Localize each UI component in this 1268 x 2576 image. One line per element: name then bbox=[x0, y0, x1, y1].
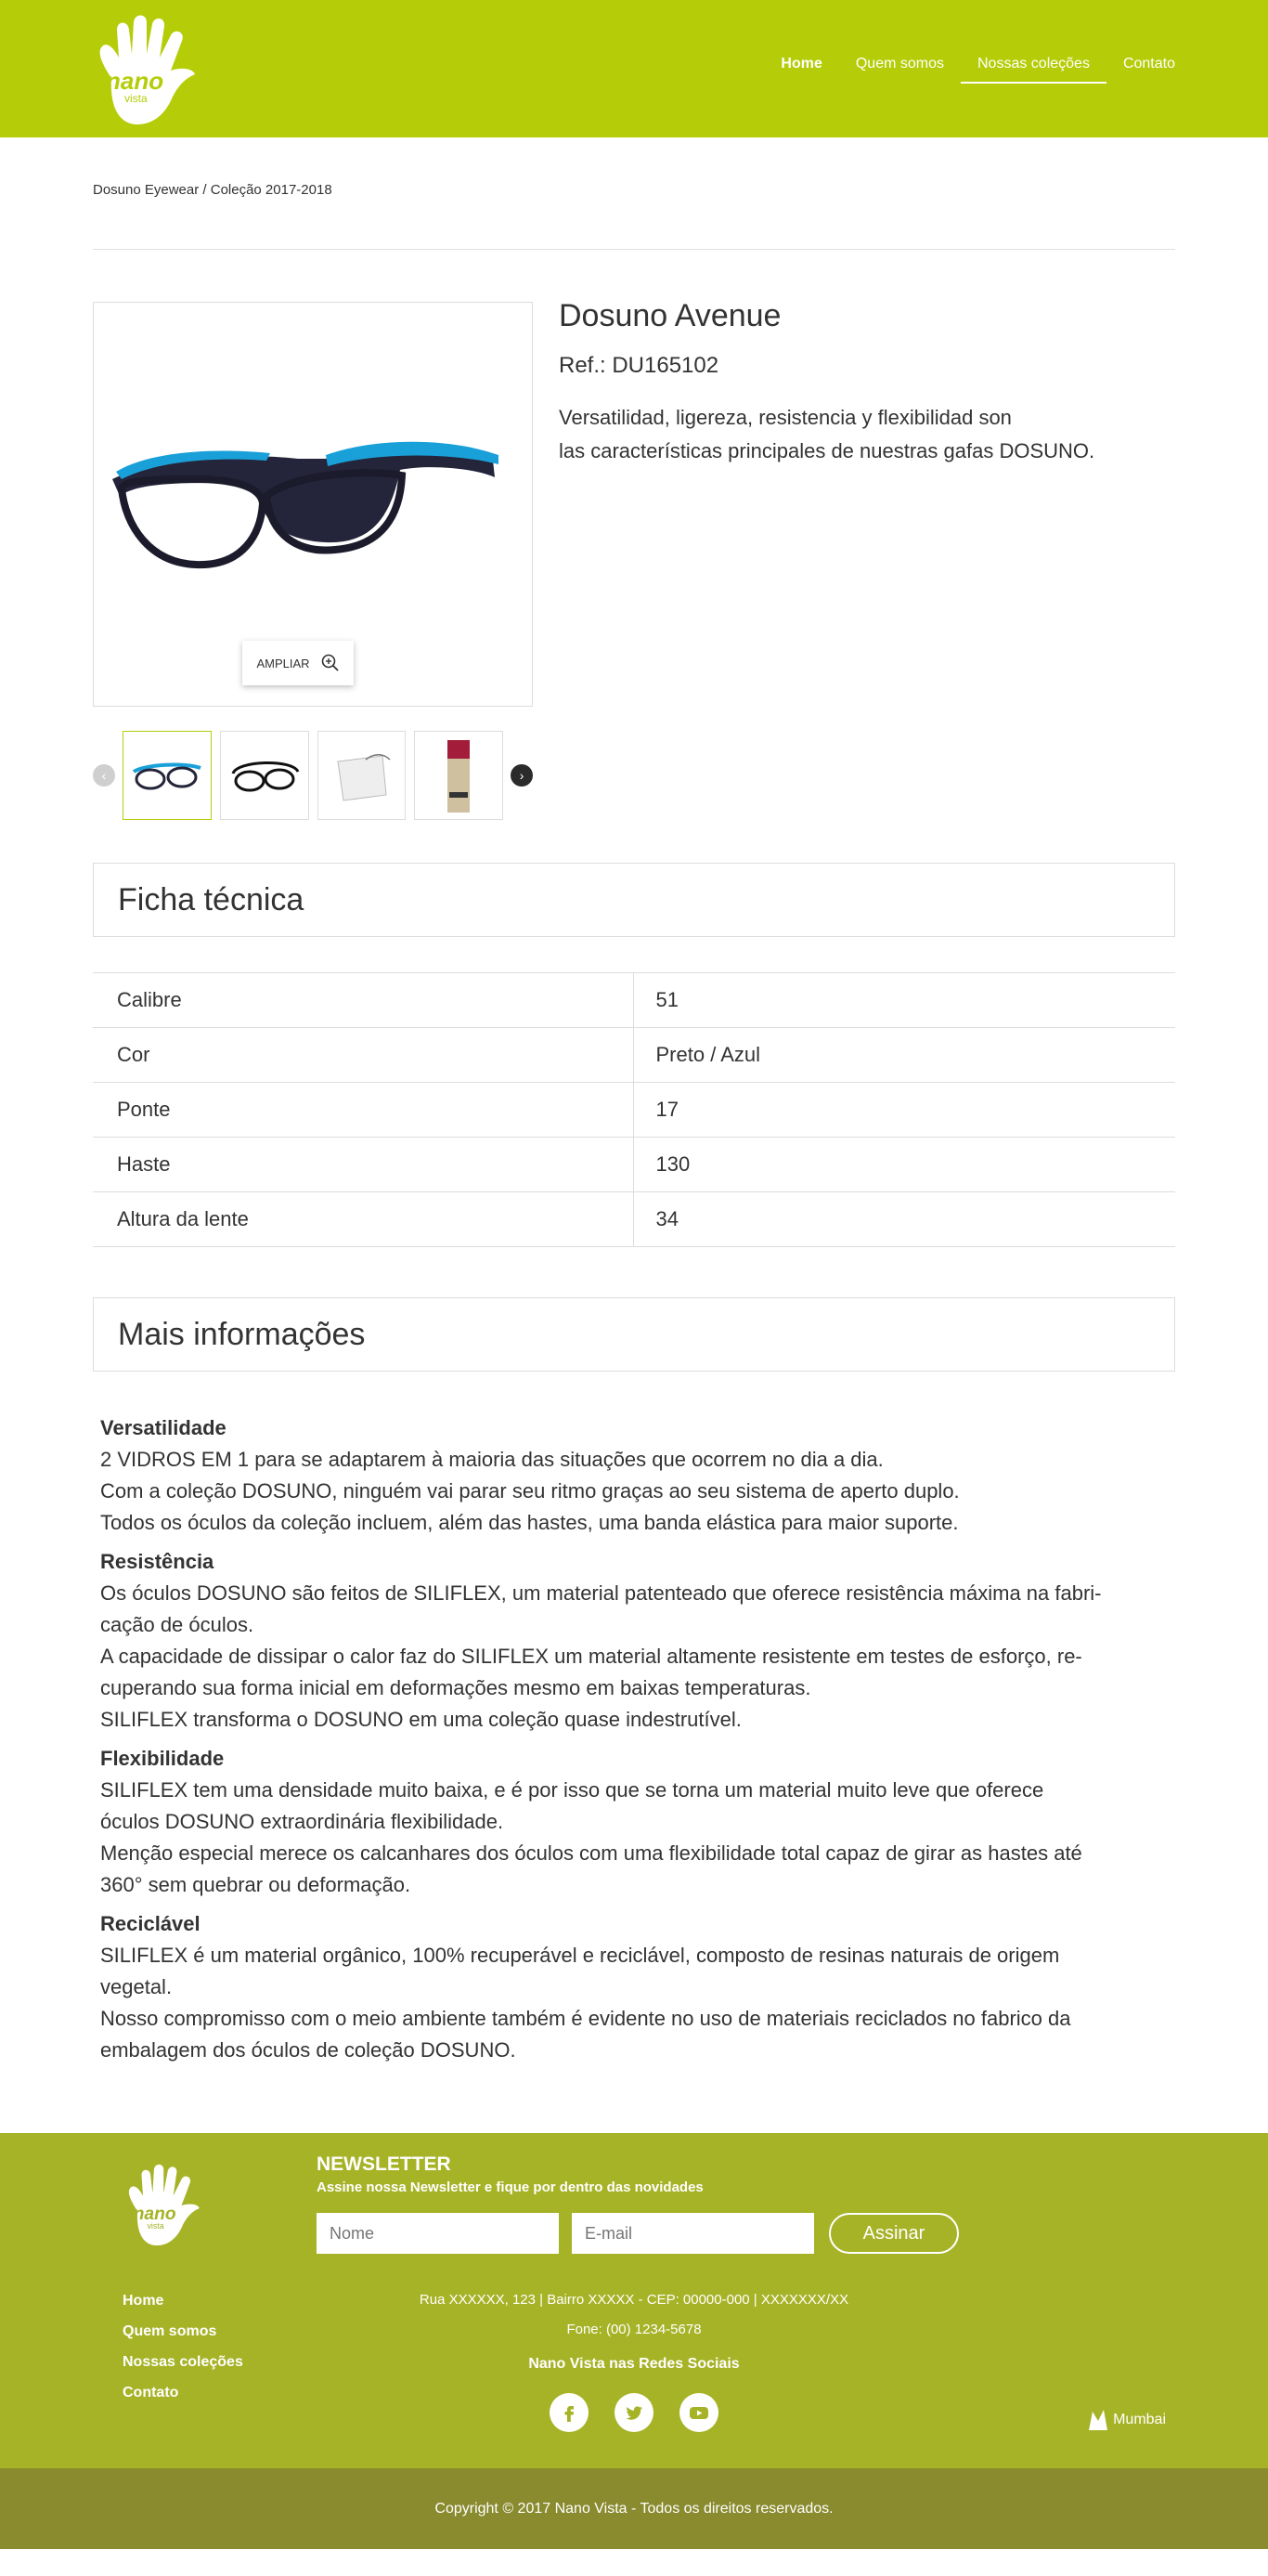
text-line: cuperando sua forma inicial em deformações mesmo em baixas temperaturas. bbox=[100, 1676, 811, 1699]
footer-address-block bbox=[0, 2285, 1268, 2345]
newsletter-subtitle: Assine nossa Newsletter e fique por dentro das novidades bbox=[317, 2179, 704, 2195]
thumbnail-carousel bbox=[93, 731, 533, 820]
text-line: Com a coleção DOSUNO, ninguém vai parar seu ritmo graças ao seu sistema de aperto duplo. bbox=[100, 1479, 960, 1503]
logo-subtext: vista bbox=[124, 92, 148, 105]
table-row bbox=[93, 973, 1175, 1028]
footer-phone: Fone: (00) 1234-5678 bbox=[566, 2322, 702, 2337]
nav-nossas-colecoes[interactable]: Nossas coleções bbox=[961, 56, 1106, 84]
main-content bbox=[93, 137, 1175, 2066]
spec-label: Altura da lente bbox=[93, 1192, 633, 1247]
glasses-image bbox=[94, 386, 534, 665]
more-info-header: Mais informações bbox=[93, 1297, 1175, 1372]
footer-logo-text: nano bbox=[133, 2204, 176, 2224]
footer-link-home[interactable]: Home bbox=[123, 2293, 164, 2309]
text-line: SILIFLEX tem uma densidade muito baixa, e é por isso que se torna um material muito leve que oferece bbox=[100, 1778, 1044, 1802]
carousel-next-icon[interactable]: › bbox=[511, 764, 533, 787]
product-title: Dosuno Avenue bbox=[559, 298, 782, 333]
spec-value: 17 bbox=[633, 1083, 1175, 1138]
thumbnail-2[interactable] bbox=[220, 731, 309, 820]
social-title: Nano Vista nas Redes Sociais bbox=[528, 2356, 740, 2372]
text-line: SILIFLEX é um material orgânico, 100% recuperável e reciclável, composto de resinas naturais de origem bbox=[100, 1944, 1060, 1967]
nav-contato[interactable]: Contato bbox=[1122, 56, 1175, 72]
footer-link-quem-somos[interactable]: Quem somos bbox=[123, 2323, 217, 2339]
text-line: Menção especial merece os calcanhares dos óculos com uma flexibilidade total capaz de girar as hastes até bbox=[100, 1841, 1082, 1865]
thumb-box bbox=[440, 736, 477, 814]
newsletter-form bbox=[317, 2213, 959, 2254]
section-heading: Flexibilidade bbox=[100, 1747, 225, 1770]
spec-label: Ponte bbox=[93, 1083, 633, 1138]
carousel-prev-icon[interactable]: ‹ bbox=[93, 764, 115, 787]
thumbnail-1[interactable] bbox=[123, 731, 212, 820]
twitter-icon[interactable] bbox=[615, 2393, 653, 2432]
site-footer bbox=[0, 2133, 1268, 2468]
table-row bbox=[93, 1138, 1175, 1192]
email-input[interactable] bbox=[572, 2213, 814, 2254]
spec-label: Calibre bbox=[93, 973, 633, 1028]
product-gallery bbox=[93, 302, 533, 863]
product-description bbox=[559, 401, 1153, 468]
table-row bbox=[93, 1083, 1175, 1138]
text-line: A capacidade de dissipar o calor faz do SILIFLEX um material altamente resistente em testes de esforço, re- bbox=[100, 1645, 1082, 1668]
section-heading: Resistência bbox=[100, 1550, 214, 1573]
table-row bbox=[93, 1028, 1175, 1083]
newsletter-block bbox=[317, 2153, 704, 2195]
footer-logo[interactable] bbox=[123, 2163, 206, 2248]
breadcrumb[interactable]: Dosuno Eyewear / Coleção 2017-2018 bbox=[93, 182, 332, 198]
nano-vista-logo[interactable] bbox=[93, 13, 202, 128]
footer-link-contato[interactable]: Contato bbox=[123, 2385, 179, 2400]
text-line: Todos os óculos da coleção incluem, além das hastes, uma banda elástica para maior suporte. bbox=[100, 1511, 959, 1534]
spec-value: Preto / Azul bbox=[633, 1028, 1175, 1083]
subscribe-button[interactable]: Assinar bbox=[829, 2213, 959, 2254]
logo-text: nano bbox=[106, 67, 164, 95]
spec-value: 130 bbox=[633, 1138, 1175, 1192]
spec-label: Cor bbox=[93, 1028, 633, 1083]
text-line: embalagem dos óculos de coleção DOSUNO. bbox=[100, 2038, 516, 2062]
text-line: 2 VIDROS EM 1 para se adaptarem à maioria das situações que ocorrem no dia a dia. bbox=[100, 1448, 884, 1471]
name-input[interactable] bbox=[317, 2213, 559, 2254]
spec-label: Haste bbox=[93, 1138, 633, 1192]
product-section bbox=[93, 250, 1175, 863]
site-header bbox=[0, 0, 1268, 137]
mumbai-logo-icon bbox=[1087, 2408, 1109, 2432]
zoom-label: AMPLIAR bbox=[256, 656, 310, 670]
section-heading: Versatilidade bbox=[100, 1416, 226, 1439]
text-line: óculos DOSUNO extraordinária flexibilidade. bbox=[100, 1810, 504, 1833]
agency-credit[interactable] bbox=[1087, 2408, 1166, 2432]
facebook-icon[interactable] bbox=[550, 2393, 589, 2432]
text-line: vegetal. bbox=[100, 1975, 173, 1998]
newsletter-title: NEWSLETTER bbox=[317, 2153, 451, 2175]
thumbnail-3[interactable] bbox=[317, 731, 407, 820]
footer-logo-subtext: vista bbox=[147, 2221, 164, 2231]
tech-sheet-table bbox=[93, 972, 1175, 1247]
zoom-in-icon bbox=[321, 654, 340, 672]
social-icons bbox=[0, 2393, 1268, 2432]
table-row bbox=[93, 1192, 1175, 1247]
footer-address: Rua XXXXXX, 123 | Bairro XXXXX - CEP: 00000-000 | XXXXXXX/XX bbox=[419, 2292, 849, 2308]
tech-sheet-header: Ficha técnica bbox=[93, 863, 1175, 937]
spec-value: 51 bbox=[633, 973, 1175, 1028]
thumb-glasses-band bbox=[227, 755, 302, 796]
copyright-bar: Copyright © 2017 Nano Vista - Todos os direitos reservados. bbox=[0, 2468, 1268, 2549]
youtube-icon[interactable] bbox=[679, 2393, 718, 2432]
more-info-body bbox=[93, 1372, 1175, 2066]
description-line-1: Versatilidad, ligereza, resistencia y flexibilidad son bbox=[559, 406, 1012, 429]
thumbnail-4[interactable] bbox=[414, 731, 503, 820]
nav-home[interactable]: Home bbox=[781, 56, 822, 72]
product-ref: Ref.: DU165102 bbox=[559, 353, 719, 378]
text-line: SILIFLEX transforma o DOSUNO em uma coleção quase indestrutível. bbox=[100, 1708, 742, 1731]
nav-quem-somos[interactable]: Quem somos bbox=[855, 56, 944, 72]
description-line-2: las características principales de nuestras gafas DOSUNO. bbox=[559, 439, 1095, 462]
main-nav bbox=[764, 56, 1175, 84]
text-line: Os óculos DOSUNO são feitos de SILIFLEX, um material patenteado que oferece resistência máxima na fabri- bbox=[100, 1581, 1102, 1605]
product-main-image[interactable] bbox=[93, 302, 533, 707]
zoom-button[interactable] bbox=[242, 641, 354, 685]
thumb-glasses-blue bbox=[130, 757, 204, 794]
text-line: 360° sem quebrar ou deformação. bbox=[100, 1873, 411, 1896]
section-heading: Reciclável bbox=[100, 1912, 201, 1935]
thumb-cloth-bag bbox=[329, 743, 394, 808]
product-info bbox=[559, 298, 1153, 863]
footer-link-nossas-colecoes[interactable]: Nossas coleções bbox=[123, 2354, 243, 2370]
agency-name: Mumbai bbox=[1113, 2412, 1166, 2427]
text-line: cação de óculos. bbox=[100, 1613, 254, 1636]
spec-value: 34 bbox=[633, 1192, 1175, 1247]
text-line: Nosso compromisso com o meio ambiente também é evidente no uso de materiais reciclados no fabrico da bbox=[100, 2007, 1071, 2030]
